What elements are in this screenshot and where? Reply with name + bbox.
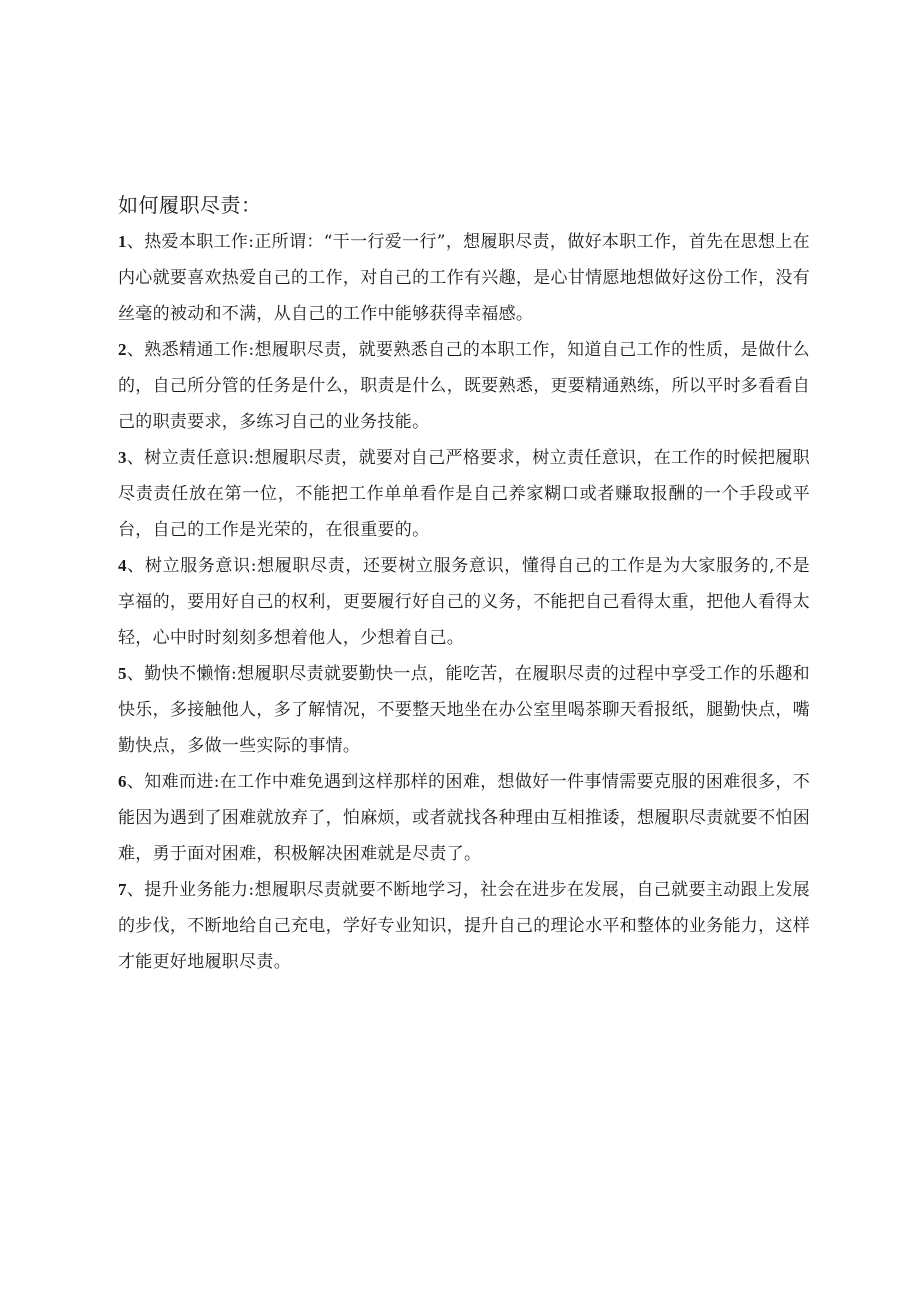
list-item-1 <box>118 224 810 332</box>
item-body: 想履职尽责就要勤快一点，能吃苦，在履职尽责的过程中享受工作的乐趣和快乐，多接触他人，多了解情况，不要整天地坐在办公室里喝茶聊天看报纸，腿勤快点，嘴勤快点，多做一些实际的事情。 <box>118 664 810 756</box>
item-separator: 、 <box>126 340 145 360</box>
list-item-7 <box>118 872 810 980</box>
item-colon: : <box>248 232 255 252</box>
item-number: 4 <box>118 556 127 575</box>
item-separator: 、 <box>126 880 145 900</box>
list-item-5 <box>118 656 810 764</box>
item-heading: 熟悉精通工作 <box>144 340 249 360</box>
list-item-4 <box>118 548 810 656</box>
item-separator: 、 <box>126 232 145 252</box>
list-item-2 <box>118 332 810 440</box>
item-heading: 勤快不懒惰 <box>144 664 232 684</box>
item-heading: 热爱本职工作 <box>144 232 249 252</box>
document-title: 如何履职尽责： <box>118 193 262 217</box>
item-number: 5 <box>118 664 127 683</box>
item-number: 7 <box>118 880 127 899</box>
item-body: 想履职尽责，就要对自己严格要求，树立责任意识，在工作的时候把履职尽责责任放在第一位，不能把工作单单看作是自己养家糊口或者赚取报酬的一个手段或平台，自己的工作是光荣的，在很重要的。 <box>118 448 810 540</box>
item-separator: 、 <box>126 664 145 684</box>
item-number: 1 <box>118 232 127 251</box>
item-body: 想履职尽责，还要树立服务意识，懂得自己的工作是为大家服务的,不是享福的，要用好自己的权利，更要履行好自己的义务，不能把自己看得太重，把他人看得太轻，心中时时刻刻多想着他人，少想着自己。 <box>118 556 810 648</box>
item-separator: 、 <box>126 556 145 576</box>
item-colon: : <box>250 556 257 576</box>
item-body: 在工作中难免遇到这样那样的困难，想做好一件事情需要克服的困难很多，不能因为遇到了困难就放弃了，怕麻烦，或者就找各种理由互相推诿，想履职尽责就要不怕困难，勇于面对困难，积极解决困难就是尽责了。 <box>118 772 810 864</box>
item-colon: : <box>248 880 255 900</box>
item-colon: : <box>248 448 255 468</box>
item-body: 想履职尽责就要不断地学习，社会在进步在发展，自己就要主动跟上发展的步伐，不断地给自己充电，学好专业知识，提升自己的理论水平和整体的业务能力，这样才能更好地履职尽责。 <box>118 880 810 972</box>
item-heading: 树立责任意识 <box>144 448 249 468</box>
item-number: 6 <box>118 772 127 791</box>
item-colon: : <box>213 772 220 792</box>
document-body <box>118 188 810 980</box>
item-separator: 、 <box>126 772 145 792</box>
item-number: 2 <box>118 340 127 359</box>
list-item-6 <box>118 764 810 872</box>
item-heading: 知难而进 <box>144 772 214 792</box>
item-colon: : <box>231 664 238 684</box>
list-item-3 <box>118 440 810 548</box>
item-heading: 树立服务意识 <box>144 556 251 576</box>
item-separator: 、 <box>126 448 145 468</box>
item-number: 3 <box>118 448 127 467</box>
item-body: 正所谓：“干一行爱一行”，想履职尽责，做好本职工作，首先在思想上在内心就要喜欢热爱自己的工作，对自己的工作有兴趣，是心甘情愿地想做好这份工作，没有丝毫的被动和不满，从自己的工作中能够获得幸福感。 <box>118 232 810 324</box>
item-heading: 提升业务能力 <box>144 880 249 900</box>
item-body: 想履职尽责，就要熟悉自己的本职工作，知道自己工作的性质，是做什么的，自己所分管的任务是什么，职责是什么，既要熟悉，更要精通熟练，所以平时多看看自己的职责要求，多练习自己的业务技能。 <box>118 340 810 432</box>
item-colon: : <box>248 340 255 360</box>
